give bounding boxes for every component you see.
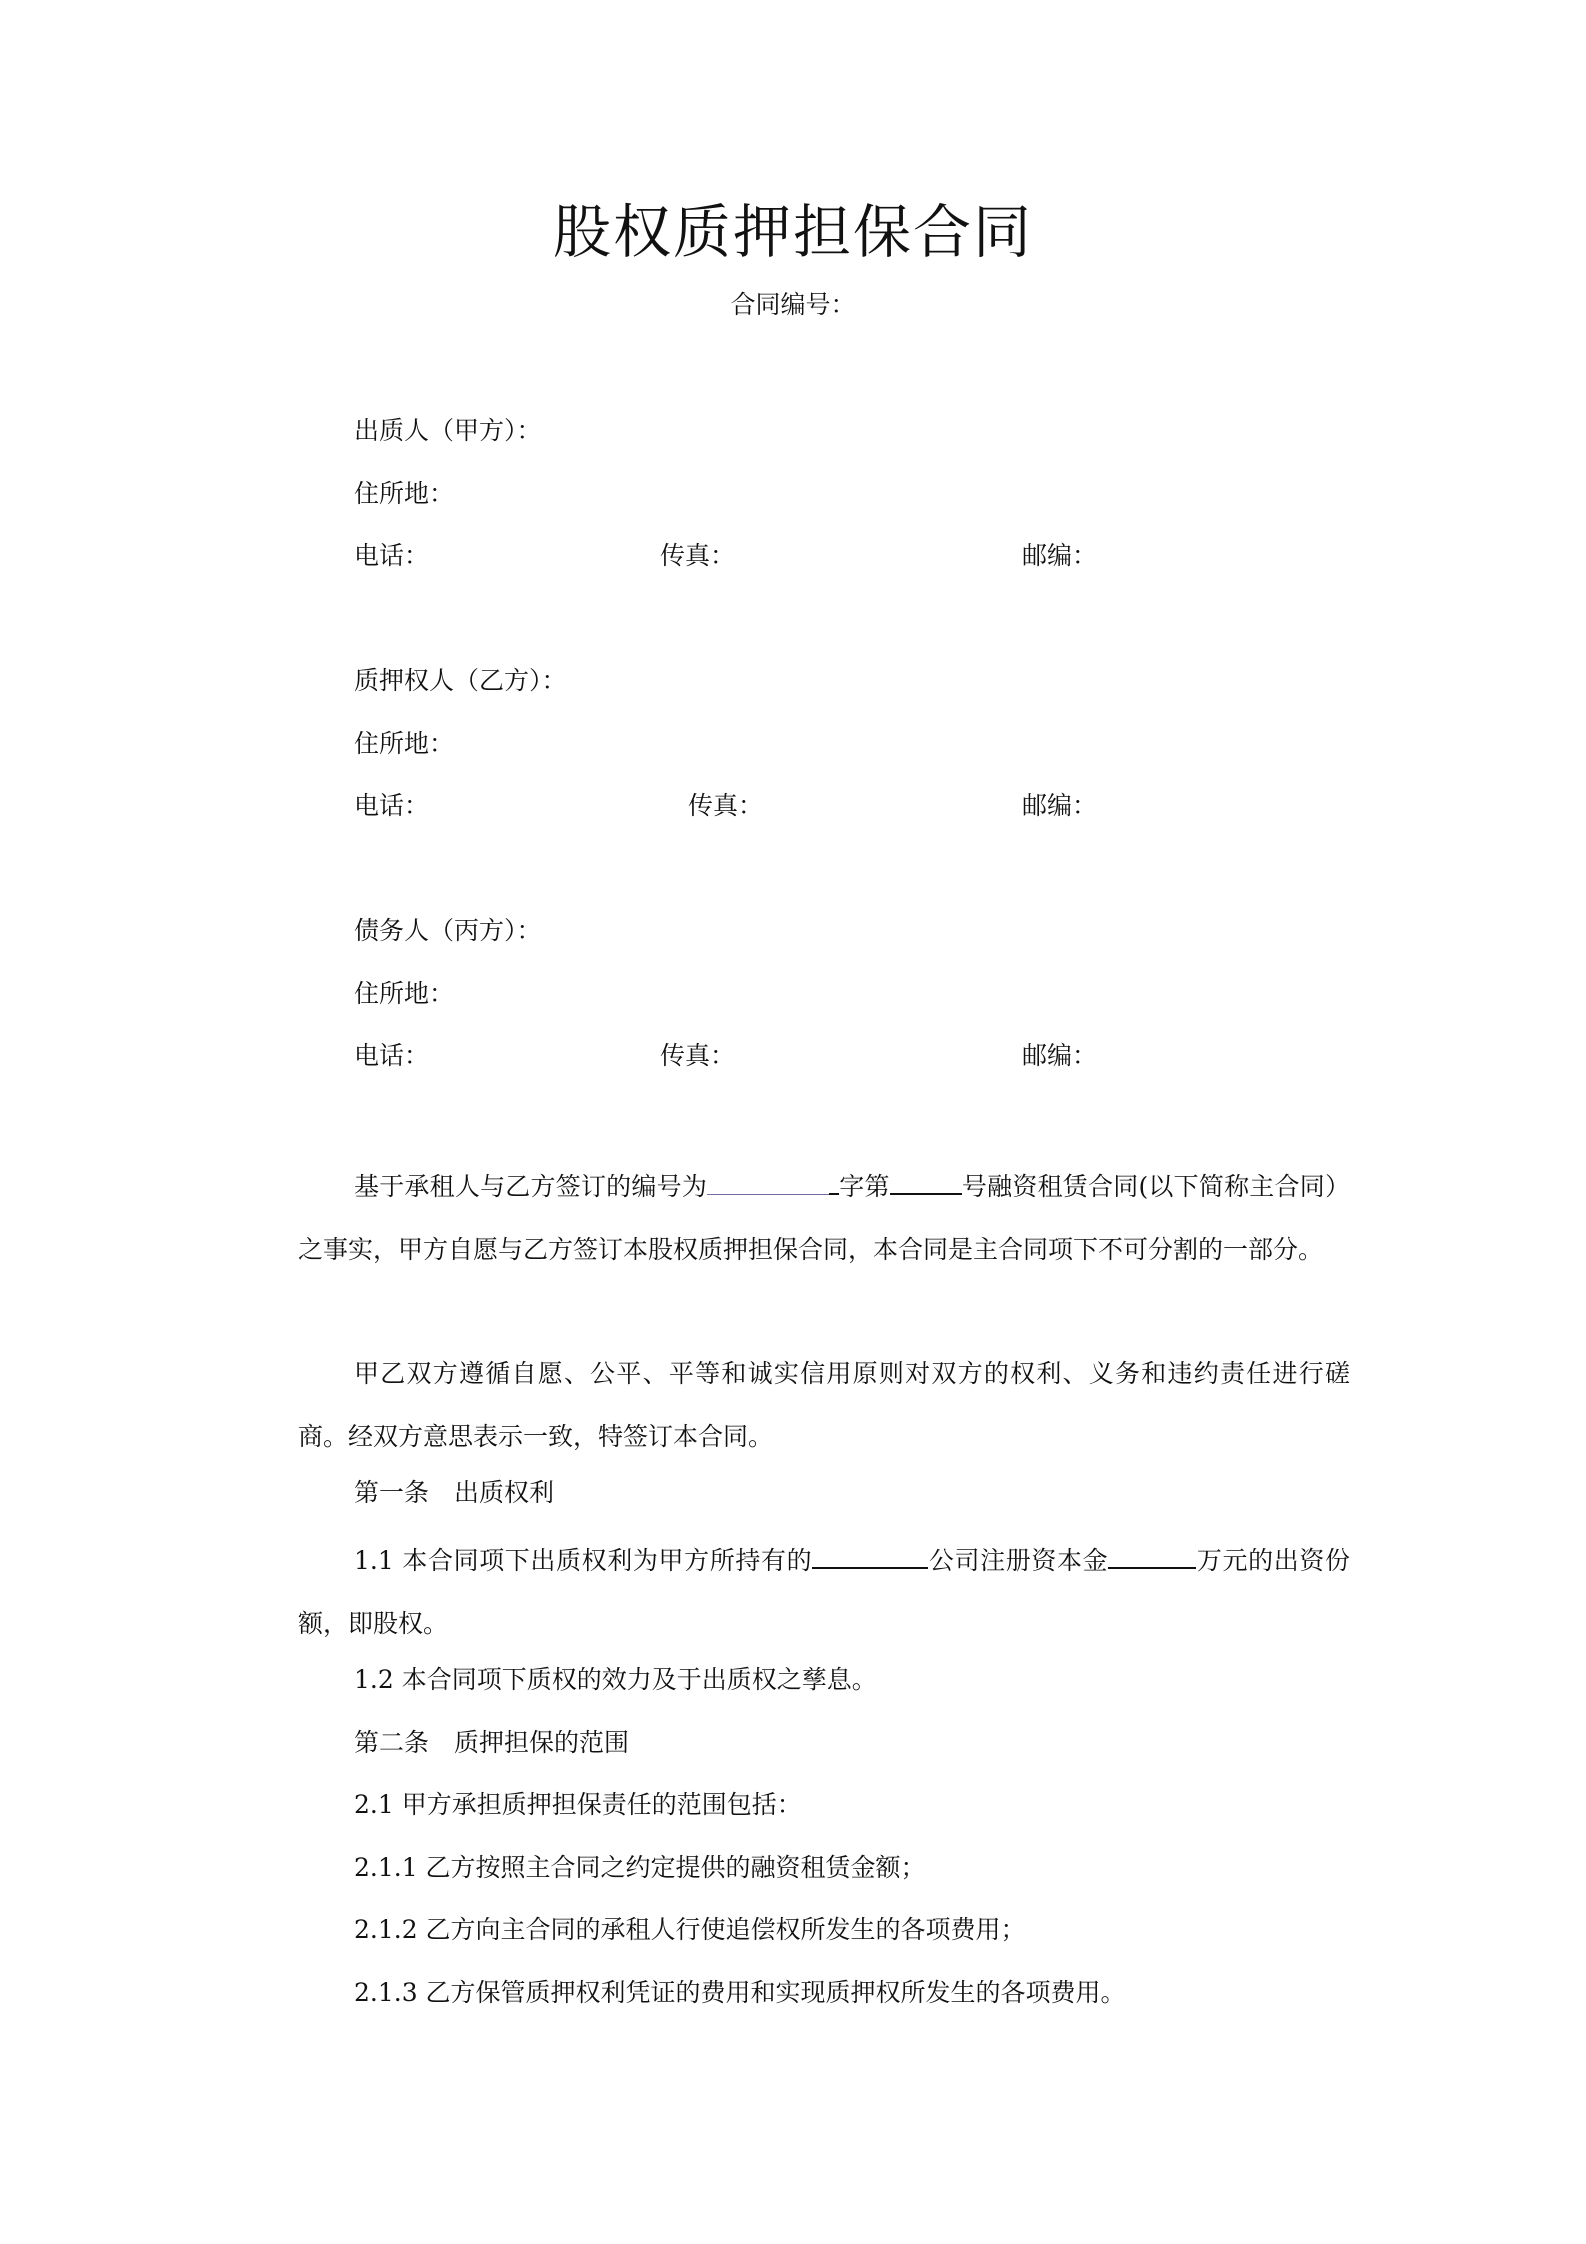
party-a-fax-label: 传真： (660, 541, 736, 570)
contract-serial-blank (890, 1175, 962, 1195)
party-c-address-label: 住所地： (354, 979, 455, 1008)
capital-amount-blank (1108, 1549, 1196, 1569)
contract-number-label: 合同编号： (730, 290, 856, 319)
party-a-postcode-label: 邮编： (1022, 541, 1098, 570)
party-a-phone-label: 电话： (354, 541, 430, 570)
clause-2-1-2: 2.1.2 乙方向主合同的承租人行使追偿权所发生的各项费用； (354, 1915, 1026, 1944)
party-b-role: 质押权人（乙方）： (354, 666, 567, 695)
clause-1-1: 1.1 本合同项下出质权利为甲方所持有的 公司注册资本金 万元的出资份额，即股权。 (298, 1546, 1350, 1638)
article-2-heading: 第二条 质押担保的范围 (354, 1728, 630, 1757)
principle-paragraph: 甲乙双方遵循自愿、公平、平等和诚实信用原则对双方的权利、义务和违约责任进行磋商。经双方意思表示一致，特签订本合同。 (298, 1359, 1350, 1451)
contract-number-blank-tail (829, 1175, 839, 1195)
party-c-phone-label: 电话： (354, 1041, 430, 1070)
party-a-address-label: 住所地： (354, 479, 455, 508)
clause-2-1-1: 2.1.1 乙方按照主合同之约定提供的融资租赁金额； (354, 1853, 926, 1882)
clause-2-1-3: 2.1.3 乙方保管质押权利凭证的费用和实现质押权所发生的各项费用。 (354, 1978, 1126, 2007)
party-b-address-label: 住所地： (354, 729, 455, 758)
document-title: 股权质押担保合同 (552, 198, 1033, 266)
clause-1-2: 1.2 本合同项下质权的效力及于出质权之孳息。 (354, 1665, 877, 1694)
party-c-role: 债务人（丙方）： (354, 916, 542, 945)
article-1-heading: 第一条 出质权利 (354, 1478, 555, 1507)
party-a-role: 出质人（甲方）： (354, 416, 542, 445)
party-c-fax-label: 传真： (660, 1041, 736, 1070)
company-name-blank (812, 1549, 928, 1569)
preamble-paragraph: 基于承租人与乙方签订的编号为 字第 号融资租赁合同(以下简称主合同）之事实，甲方自愿与乙方签订本股权质押担保合同，本合同是主合同项下不可分割的一部分。 (298, 1172, 1350, 1264)
party-b-phone-label: 电话： (354, 791, 430, 820)
party-b-postcode-label: 邮编： (1022, 791, 1098, 820)
party-c-postcode-label: 邮编： (1022, 1041, 1098, 1070)
contract-number-blank (707, 1176, 829, 1195)
party-b-fax-label: 传真： (688, 791, 764, 820)
clause-2-1: 2.1 甲方承担质押担保责任的范围包括： (354, 1790, 802, 1819)
